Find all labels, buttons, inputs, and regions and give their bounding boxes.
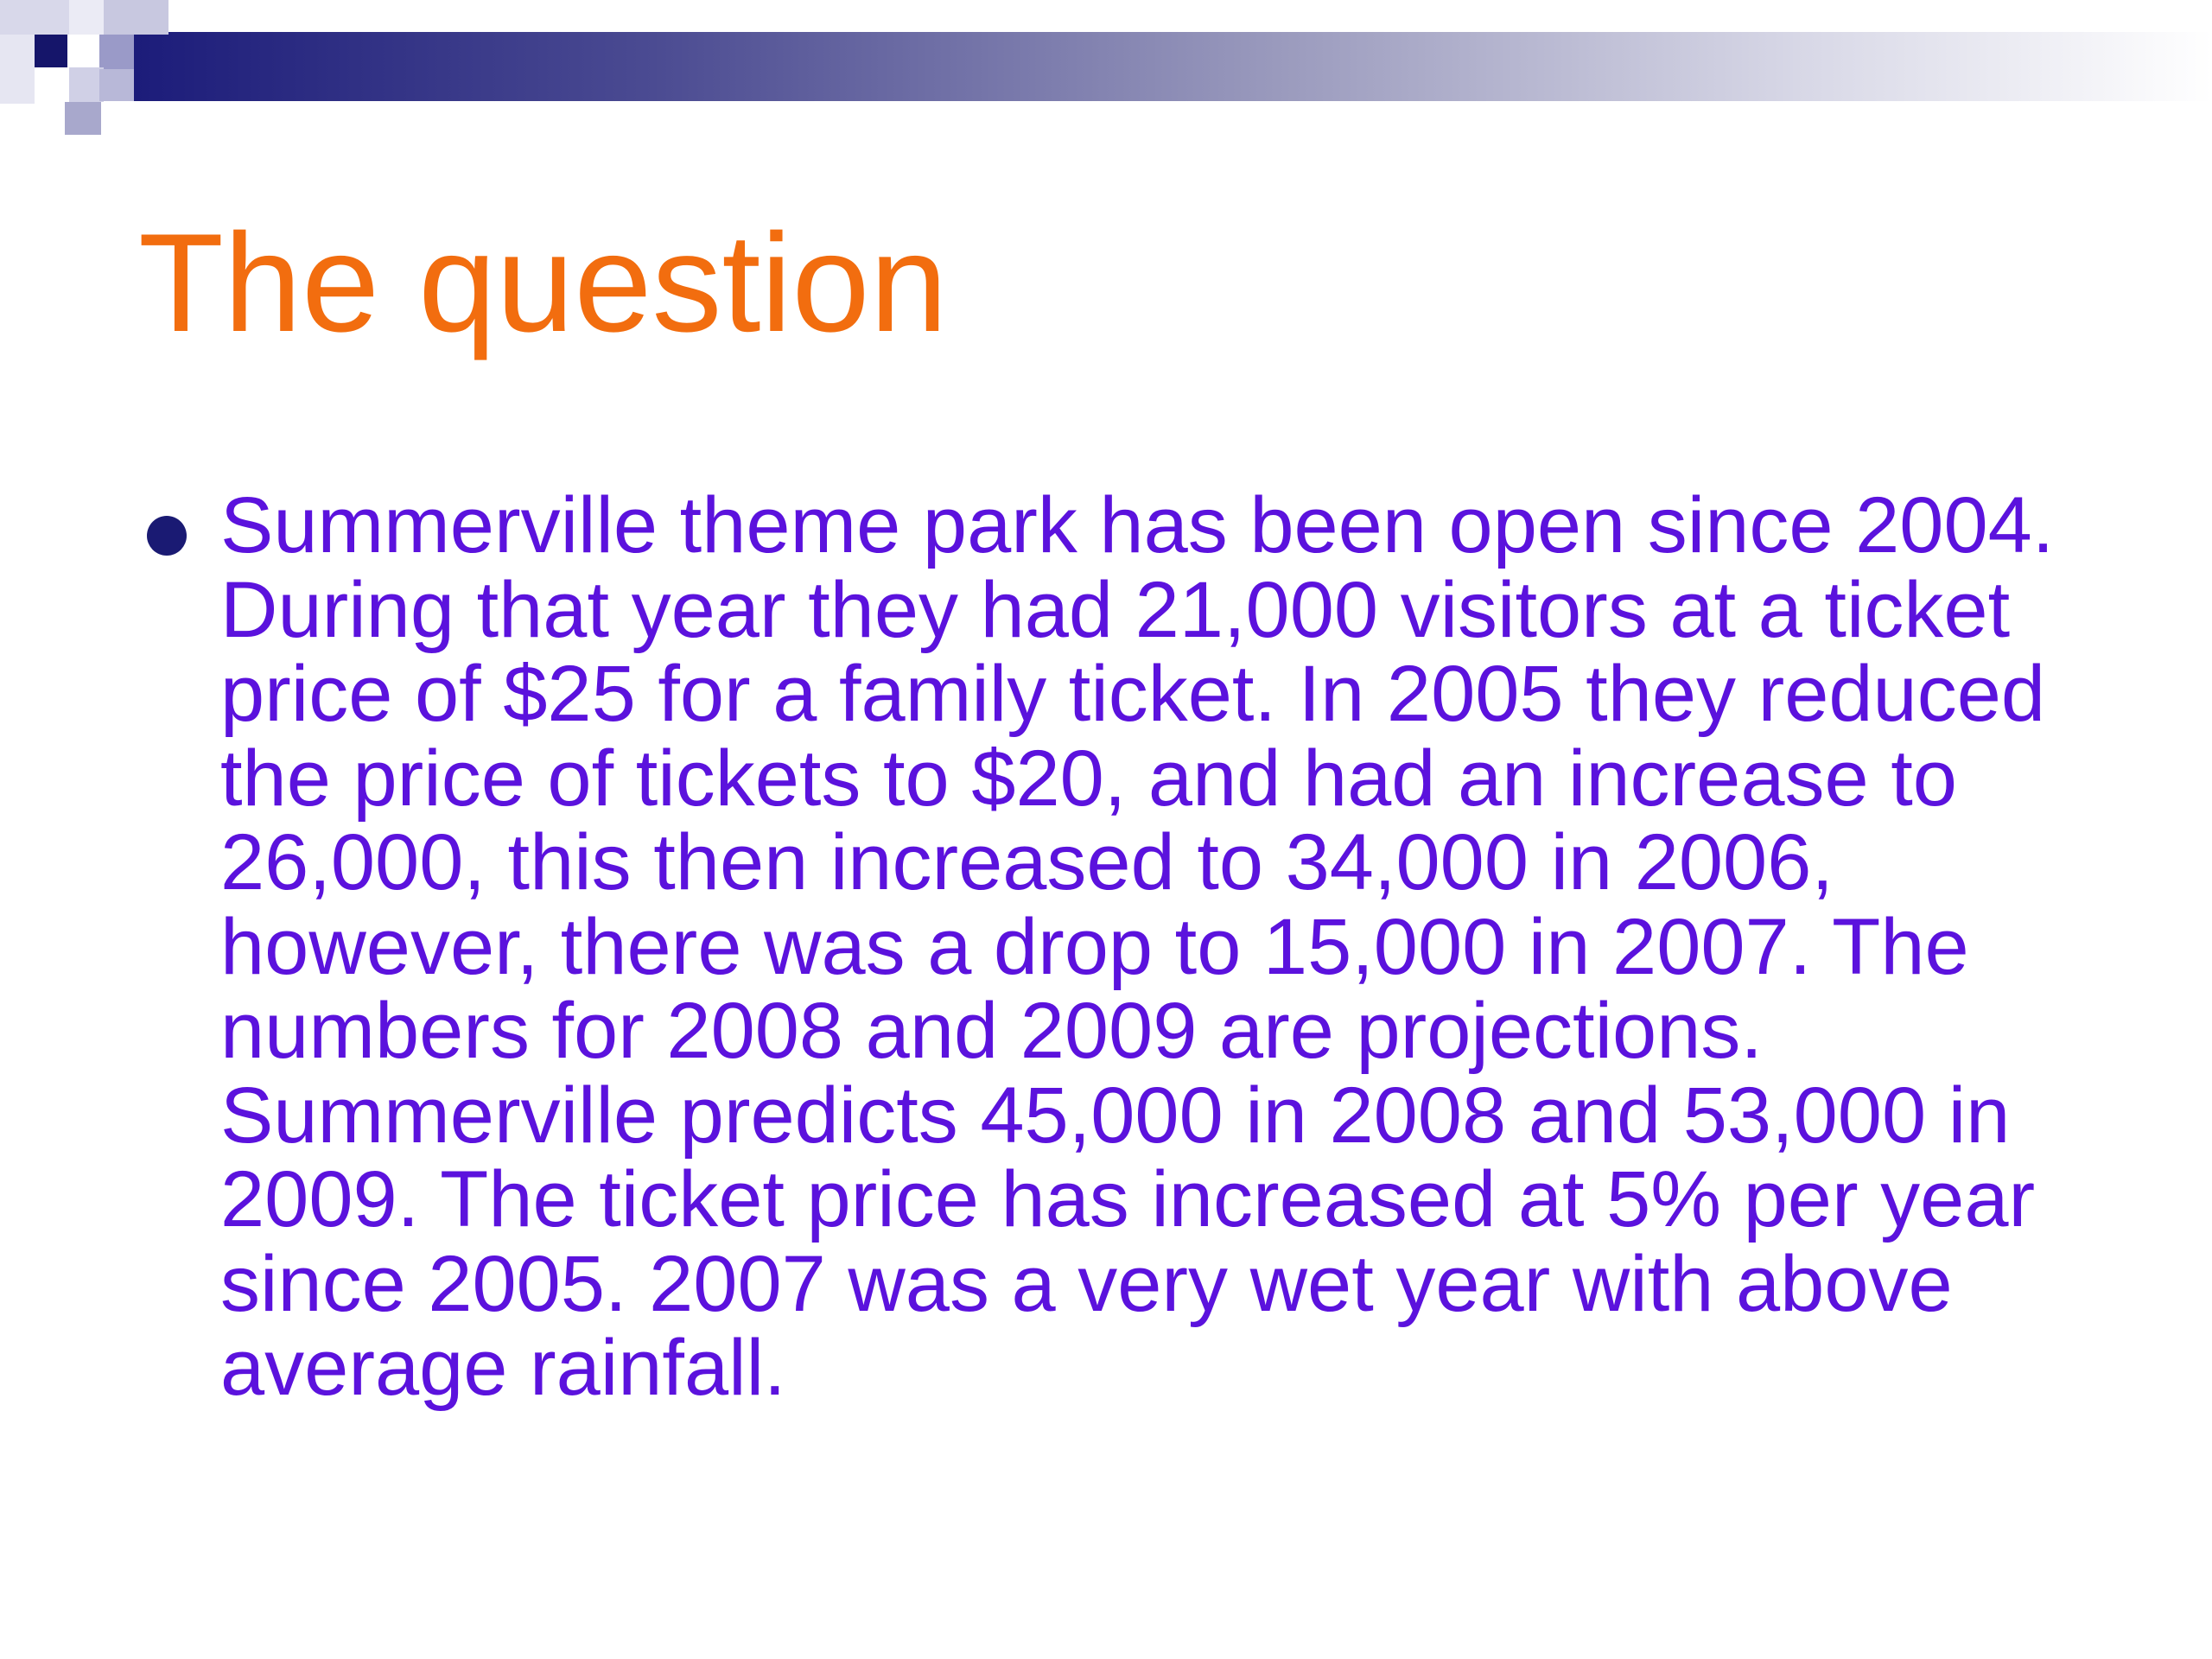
deco-square xyxy=(0,0,69,35)
deco-square xyxy=(99,35,134,69)
deco-square xyxy=(0,35,35,104)
deco-square xyxy=(104,0,168,35)
deco-square xyxy=(67,35,104,67)
deco-square xyxy=(35,67,69,104)
slide-title: The question xyxy=(138,205,948,361)
bullet-item-text: Summerville theme park has been open since 2004. During that year they had 21,000 visitors at a ticket price of $25 for a family ticket. In 2005 they reduced the price of tickets to $20, and had an increase to 26,000, this then increased to 34,000 in 2006, however, there was a drop to 15,000 in 2007. The numbers for 2008 and 2009 are projections. Summerville predicts 45,000 in 2008 and 53,000 in 2009. The ticket price has increased at 5% per year since 2005. 2007 was a very wet year with above average rainfall. xyxy=(220,481,2055,1412)
deco-square xyxy=(35,35,67,67)
deco-square xyxy=(65,102,101,135)
deco-square xyxy=(69,67,104,102)
deco-square xyxy=(69,0,104,35)
deco-square xyxy=(99,69,134,101)
bullet-dot-icon xyxy=(147,516,187,556)
header-gradient-bar xyxy=(134,32,2212,101)
header-decoration xyxy=(0,0,2212,138)
